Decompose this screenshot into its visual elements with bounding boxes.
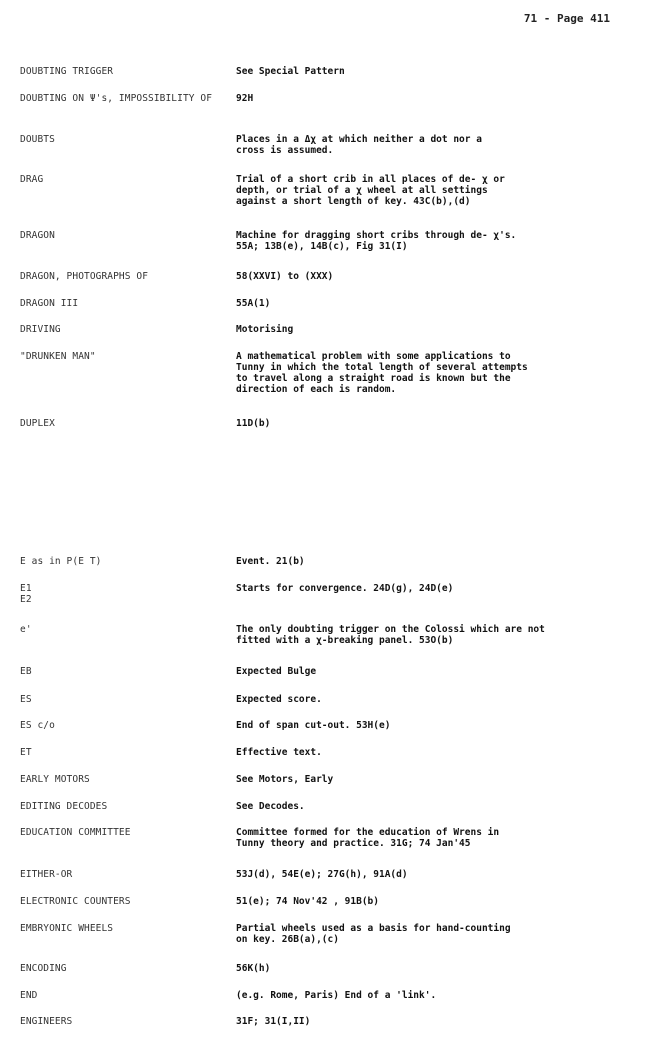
- entry-term: ELECTRONIC COUNTERS: [20, 896, 131, 907]
- entry-term: E1 E2: [20, 583, 32, 605]
- entry-term: DOUBTING ON Ψ's, IMPOSSIBILITY OF: [20, 93, 213, 104]
- entry-term: e': [20, 624, 32, 635]
- entry-definition: The only doubting trigger on the Colossi which are not fitted with a χ-breaking panel. 53O(b): [236, 624, 545, 646]
- entry-term: ES: [20, 694, 32, 705]
- entry-term: EDUCATION COMMITTEE: [20, 827, 131, 838]
- entry-definition: A mathematical problem with some applications to Tunny in which the total length of several attempts to travel along a straight road is known but the direction of each is random.: [236, 351, 528, 395]
- entry-term: DRAGON: [20, 230, 55, 241]
- entry-definition: Expected Bulge: [236, 666, 317, 677]
- entry-term: EMBRYONIC WHEELS: [20, 923, 114, 934]
- entry-definition: 51(e); 74 Nov'42 , 91B(b): [236, 896, 379, 907]
- entry-definition: Event. 21(b): [236, 556, 305, 567]
- entry-term: E as in P(E T): [20, 556, 102, 567]
- entry-term: DUPLEX: [20, 418, 55, 429]
- entry-term: EDITING DECODES: [20, 801, 108, 812]
- entry-definition: 55A(1): [236, 298, 271, 309]
- entry-definition: Partial wheels used as a basis for hand-counting on key. 26B(a),(c): [236, 923, 511, 945]
- entry-definition: Starts for convergence. 24D(g), 24D(e): [236, 583, 454, 594]
- entry-definition: End of span cut-out. 53H(e): [236, 720, 391, 731]
- entry-term: DOUBTS: [20, 134, 55, 145]
- entry-definition: 58(XXVI) to (XXX): [236, 271, 334, 282]
- entry-definition: (e.g. Rome, Paris) End of a 'link'.: [236, 990, 437, 1001]
- entry-term: ENGINEERS: [20, 1016, 73, 1027]
- entry-definition: See Decodes.: [236, 801, 305, 812]
- entry-term: ES c/o: [20, 720, 55, 731]
- entry-definition: See Special Pattern: [236, 66, 345, 77]
- entry-definition: 56K(h): [236, 963, 271, 974]
- entry-definition: 92H: [236, 93, 254, 104]
- entry-term: EB: [20, 666, 32, 677]
- entry-term: DOUBTING TRIGGER: [20, 66, 114, 77]
- entry-term: DRIVING: [20, 324, 61, 335]
- entry-term: ET: [20, 747, 32, 758]
- entry-definition: Trial of a short crib in all places of de- χ or depth, or trial of a χ wheel at all settings against a short length of key. 43C(b),(d): [236, 174, 505, 207]
- entry-term: DRAGON, PHOTOGRAPHS OF: [20, 271, 149, 282]
- entry-definition: 31F; 31(I,II): [236, 1016, 311, 1027]
- entry-definition: Motorising: [236, 324, 294, 335]
- entry-term: EITHER-OR: [20, 869, 73, 880]
- entry-term: DRAG: [20, 174, 44, 185]
- entry-definition: 53J(d), 54E(e); 27G(h), 91A(d): [236, 869, 408, 880]
- entry-term: "DRUNKEN MAN": [20, 351, 96, 362]
- entry-definition: Effective text.: [236, 747, 322, 758]
- entry-definition: See Motors, Early: [236, 774, 334, 785]
- entry-term: EARLY MOTORS: [20, 774, 90, 785]
- page-number: 71 - Page 411: [523, 12, 610, 25]
- entry-definition: Committee formed for the education of Wrens in Tunny theory and practice. 31G; 74 Jan'45: [236, 827, 500, 849]
- entry-definition: Places in a Δχ at which neither a dot nor a cross is assumed.: [236, 134, 482, 156]
- entry-definition: Expected score.: [236, 694, 322, 705]
- entry-definition: 11D(b): [236, 418, 271, 429]
- entry-term: ENCODING: [20, 963, 67, 974]
- entry-term: END: [20, 990, 38, 1001]
- entry-term: DRAGON III: [20, 298, 79, 309]
- entry-definition: Machine for dragging short cribs through de- χ's. 55A; 13B(e), 14B(c), Fig 31(I): [236, 230, 517, 252]
